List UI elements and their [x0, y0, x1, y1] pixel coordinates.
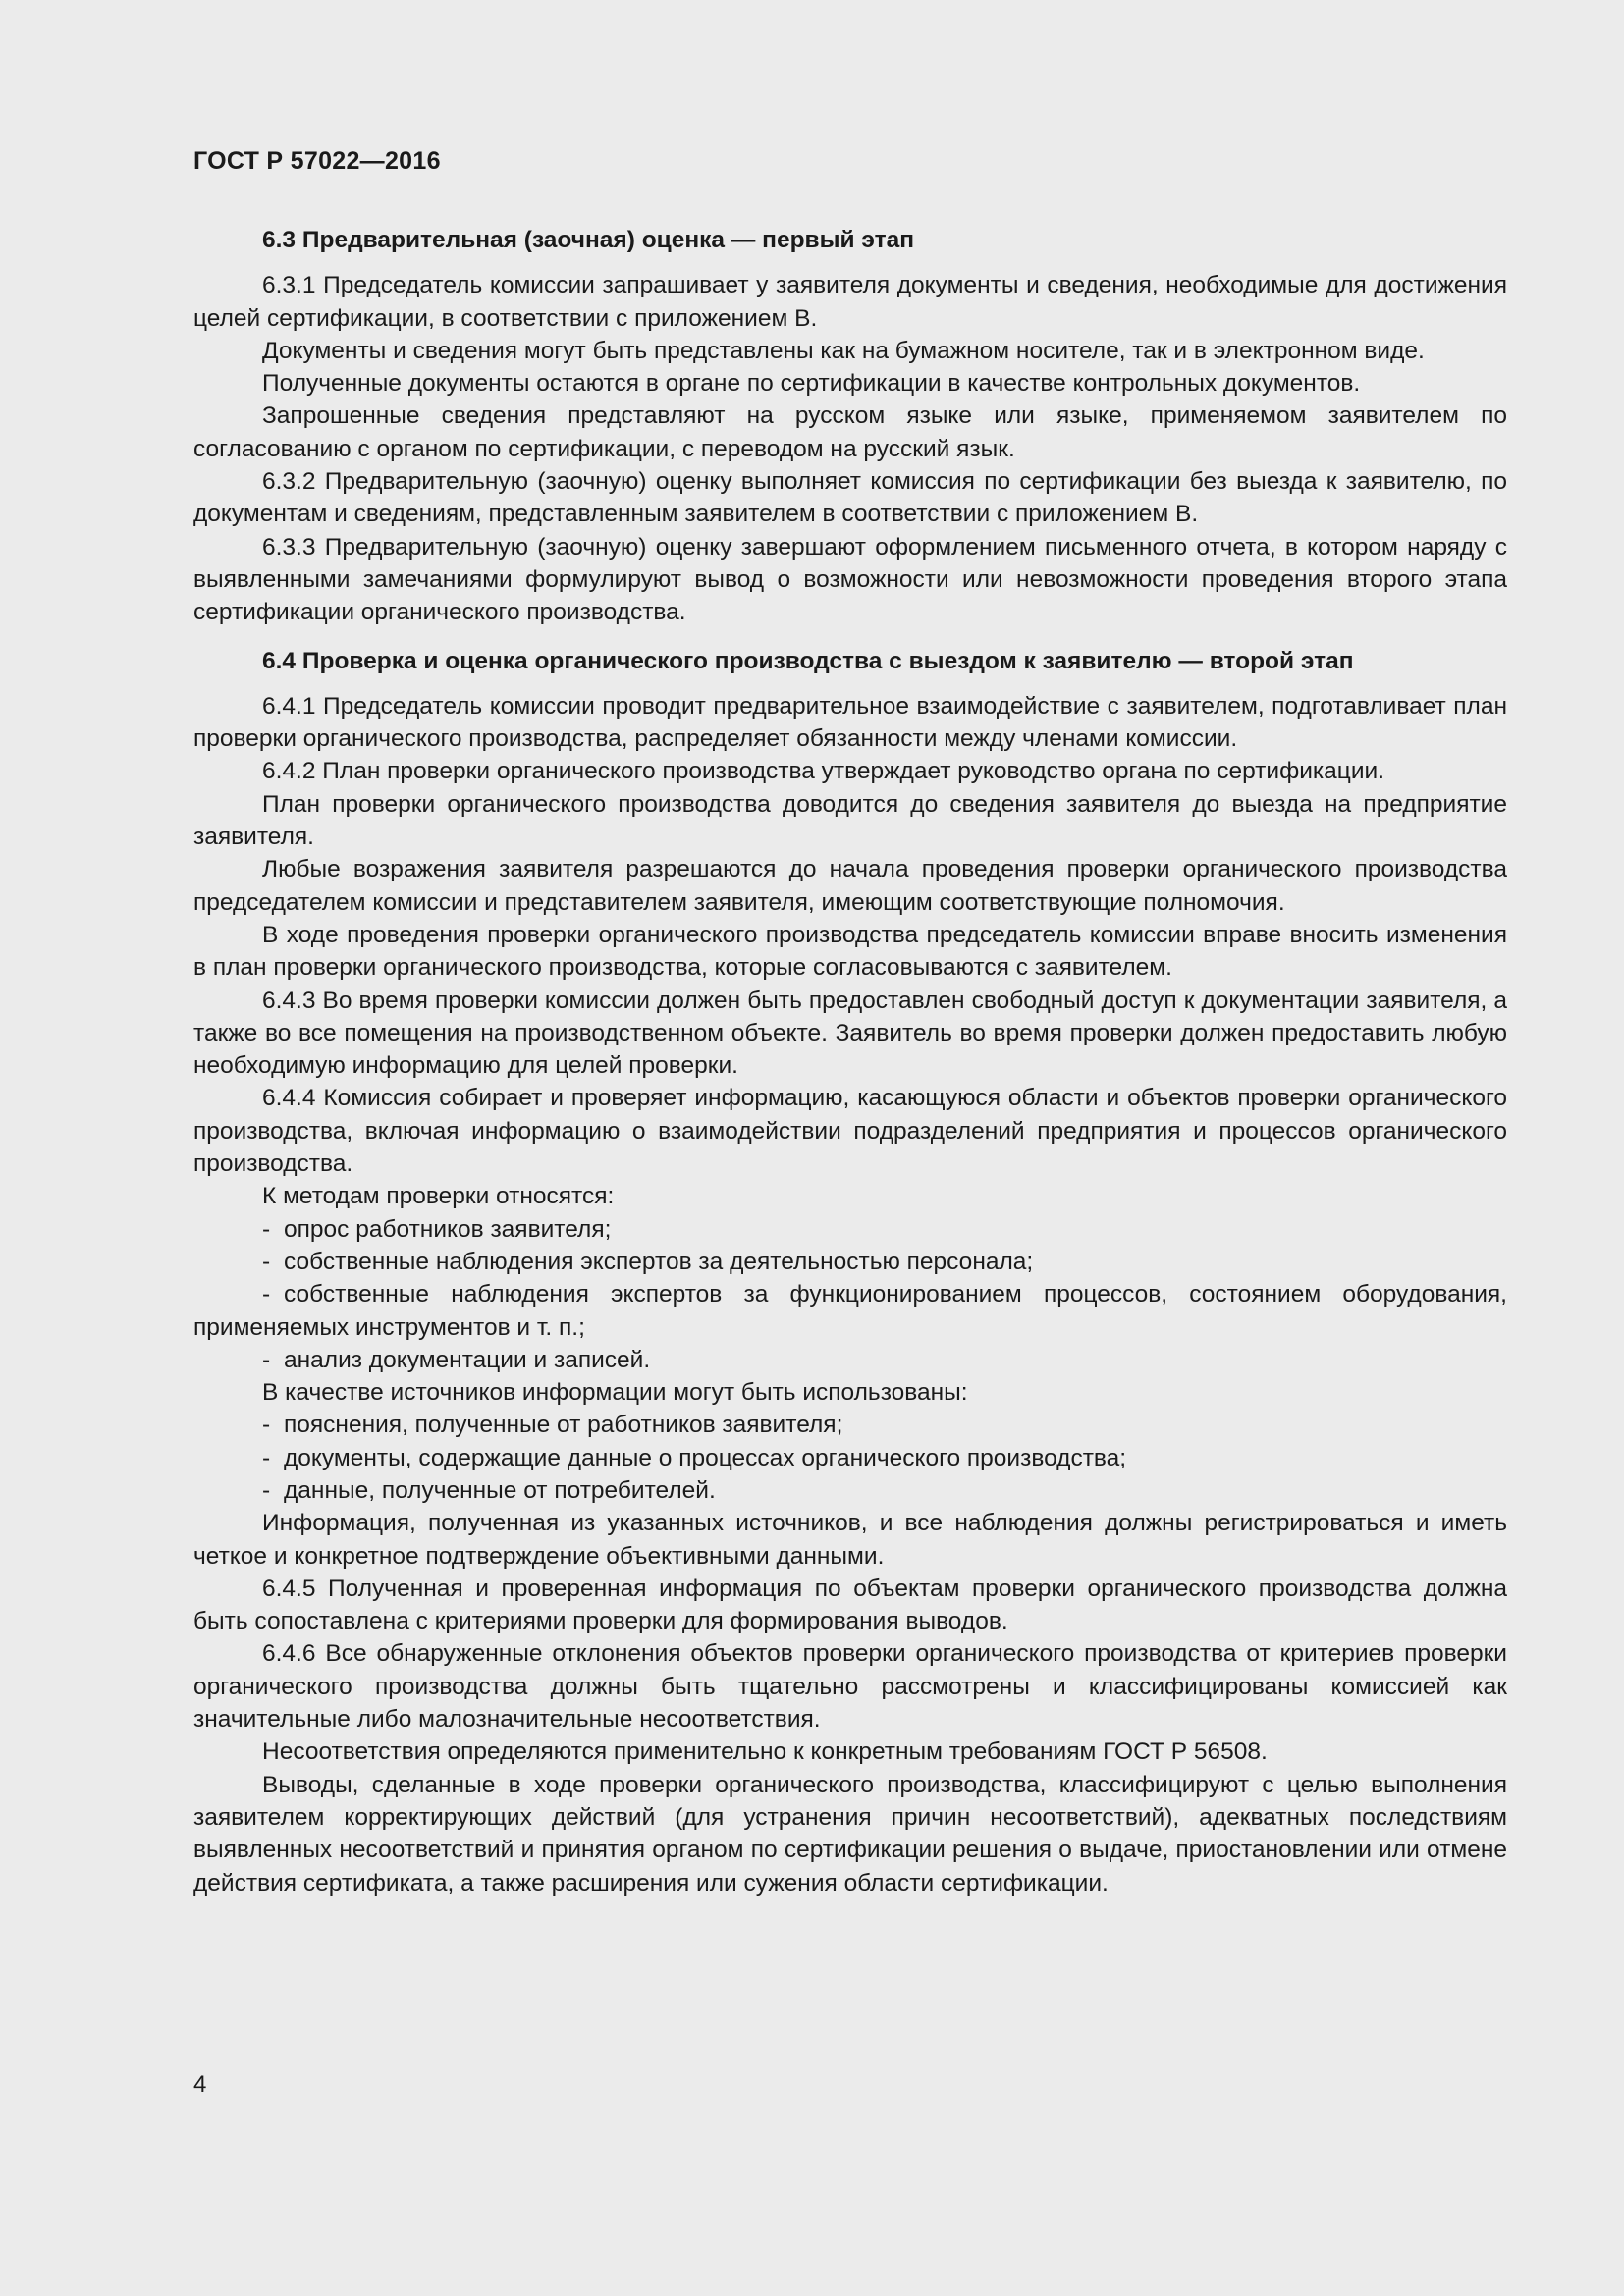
list-dash: - [262, 1444, 271, 1471]
list-dash: - [262, 1476, 271, 1504]
paragraph-6-3-1-received: Полученные документы остаются в органе по сертификации в качестве контрольных документов. [262, 370, 1361, 398]
list-item [193, 1474, 1507, 1507]
list-item [193, 1344, 1507, 1376]
list-item-text: собственные наблюдения экспертов за функционированием процессов, состоянием оборудования, применяемых инструментов и т. п.; [193, 1281, 1507, 1341]
list-item-text: анализ документации и записей. [284, 1346, 651, 1373]
sources-intro: В качестве источников информации могут быть использованы: [262, 1379, 968, 1407]
paragraph-6-4-4: 6.4.4 Комиссия собирает и проверяет информацию, касающуюся области и объектов проверки органического производства, включая информацию о взаимодействии подразделений предприятия и процессов органического производства. [193, 1085, 1507, 1178]
list-item [193, 1278, 1507, 1344]
paragraph-6-3-1-documents: Документы и сведения могут быть представлены как на бумажном носителе, так и в электронном виде. [262, 337, 1425, 364]
list-item-text: опрос работников заявителя; [284, 1215, 612, 1243]
list-dash: - [262, 1346, 271, 1373]
list-item-text: данные, полученные от потребителей. [284, 1476, 716, 1504]
list-item [193, 1213, 1507, 1246]
document-page [193, 0, 1507, 2296]
list-dash: - [262, 1412, 271, 1439]
paragraph-6-4-4-registration: Информация, полученная из указанных источников, и все наблюдения должны регистрироваться и иметь четкое и конкретное подтверждение объективными данными. [193, 1510, 1507, 1570]
section-6-4-title: 6.4 Проверка и оценка органического производства с выездом к заявителю — второй этап [262, 647, 1354, 674]
section-6-3-title: 6.3 Предварительная (заочная) оценка — первый этап [262, 227, 915, 253]
paragraph-6-4-6-conclusions: Выводы, сделанные в ходе проверки органического производства, классифицируют с целью выполнения заявителем корректирующих действий (для устранения причин несоответствий), адекватных последствиям выявленных несоответствий и принятия органом по сертификации решения о выдаче, приостановлении или отмене действия сертификата, а также расширения или сужения области сертификации. [193, 1771, 1507, 1896]
page-number: 4 [193, 2071, 207, 2098]
paragraph-6-4-2: 6.4.2 План проверки органического производства утверждает руководство органа по сертификации. [262, 758, 1385, 785]
list-dash: - [262, 1215, 271, 1243]
list-item-text: пояснения, полученные от работников заявителя; [284, 1412, 843, 1439]
methods-intro: К методам проверки относятся: [262, 1183, 615, 1210]
paragraph-6-4-2-changes: В ходе проведения проверки органического производства председатель комиссии вправе вносить изменения в план проверки органического производства, которые согласовываются с заявителем. [193, 921, 1507, 982]
paragraph-6-3-3: 6.3.3 Предварительную (заочную) оценку завершают оформлением письменного отчета, в котором наряду с выявленными замечаниями формулируют вывод о возможности или невозможности проведения второго этапа сертификации органического производства. [193, 533, 1507, 626]
paragraph-6-4-1: 6.4.1 Председатель комиссии проводит предварительное взаимодействие с заявителем, подготавливает план проверки органического производства, распределяет обязанности между членами комиссии. [193, 692, 1507, 753]
paragraph-6-3-1-language: Запрошенные сведения представляют на русском языке или языке, применяемом заявителем по согласованию с органом по сертификации, с переводом на русский язык. [193, 402, 1507, 462]
list-dash: - [262, 1281, 271, 1308]
paragraph-6-4-6: 6.4.6 Все обнаруженные отклонения объектов проверки органического производства от критериев проверки органического производства должны быть тщательно рассмотрены и классифицированы комиссией как значительные либо малозначительные несоответствия. [193, 1640, 1507, 1734]
paragraph-6-4-2-objections: Любые возражения заявителя разрешаются до начала проведения проверки органического производства председателем комиссии и представителем заявителя, имеющим соответствующие полномочия. [193, 856, 1507, 916]
paragraph-6-4-2-plan: План проверки органического производства доводится до сведения заявителя до выезда на предприятие заявителя. [193, 790, 1507, 851]
list-item [193, 1442, 1507, 1474]
paragraph-6-3-2: 6.3.2 Предварительную (заочную) оценку выполняет комиссия по сертификации без выезда к заявителю, по документам и сведениям, представленным заявителем в соответствии с приложением В. [193, 468, 1507, 528]
paragraph-6-4-3: 6.4.3 Во время проверки комиссии должен быть предоставлен свободный доступ к документации заявителя, а также во все помещения на производственном объекте. Заявитель во время проверки должен предоставить любую необходимую информацию для целей проверки. [193, 987, 1507, 1080]
paragraph-6-4-6-nonconformities: Несоответствия определяются применительно к конкретным требованиям ГОСТ Р 56508. [262, 1738, 1268, 1766]
document-id-header: ГОСТ Р 57022—2016 [193, 147, 441, 175]
list-item [193, 1409, 1507, 1441]
list-dash: - [262, 1248, 271, 1275]
list-item [193, 1246, 1507, 1278]
paragraph-6-4-5: 6.4.5 Полученная и проверенная информация по объектам проверки органического производства должна быть сопоставлена с критериями проверки для формирования выводов. [193, 1575, 1507, 1635]
paragraph-6-3-1: 6.3.1 Председатель комиссии запрашивает у заявителя документы и сведения, необходимые для достижения целей сертификации, в соответствии с приложением В. [193, 272, 1507, 332]
list-item-text: документы, содержащие данные о процессах органического производства; [284, 1444, 1127, 1471]
document-body [193, 224, 1507, 1899]
list-item-text: собственные наблюдения экспертов за деятельностью персонала; [284, 1248, 1034, 1275]
